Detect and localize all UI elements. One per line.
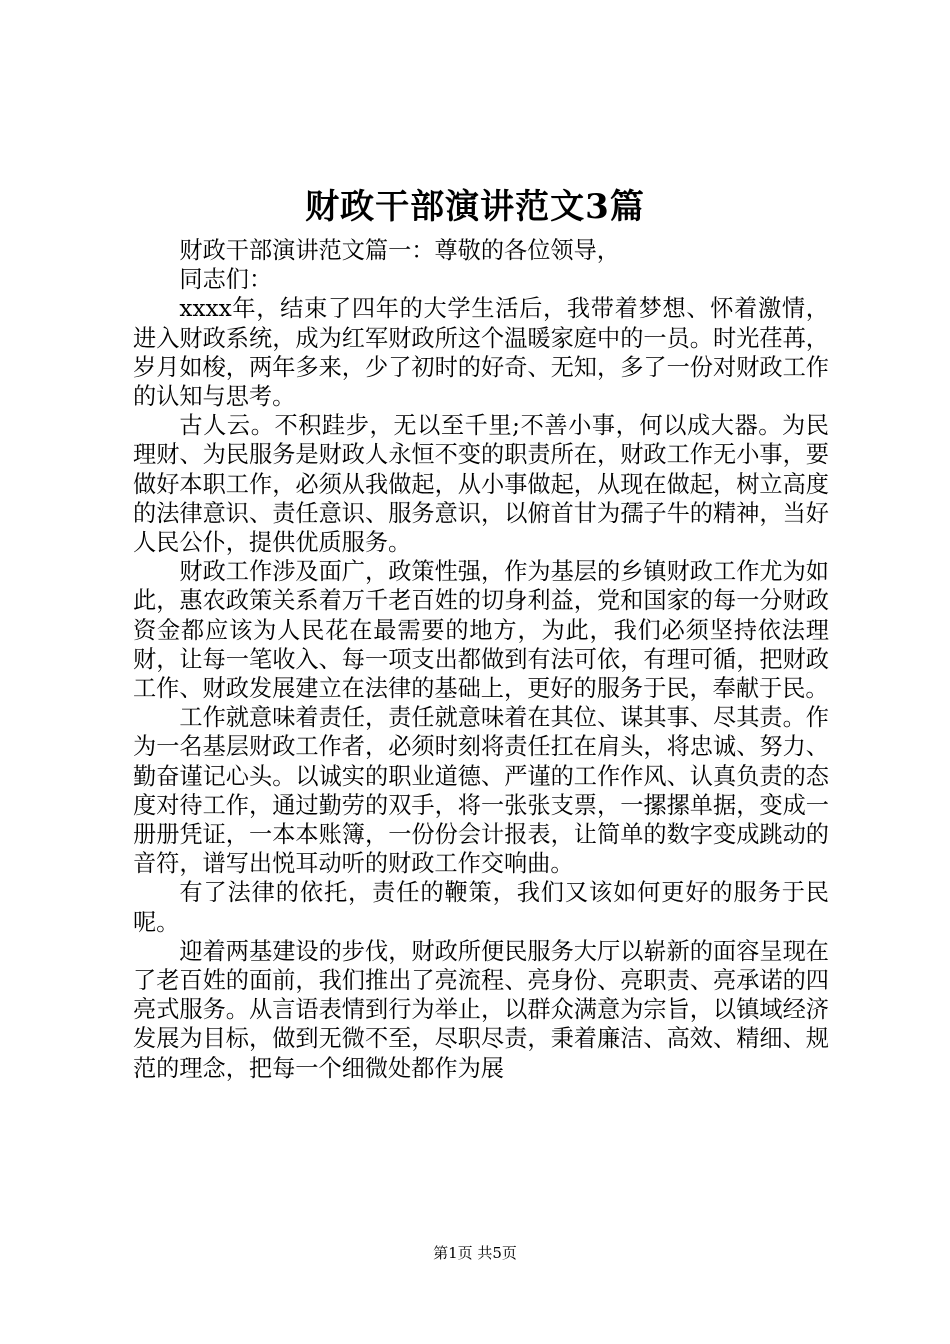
paragraph-responsibility: 工作就意味着责任，责任就意味着在其位、谋其事、尽其责。作为一名基层财政工作者，必须时刻将责任扛在肩头，将忠诚、努力、勤奋谨记心头。以诚实的职业道德、严谨的工作作风、认真负责的态度对待工作，通过勤劳的双手，将一张张支票，一摞摞单据，变成一册册凭证，一本本账簿，一份份会计报表，让简单的数字变成跳动的音符，谱写出悦耳动听的财政工作交响曲。 xyxy=(133,704,829,878)
paragraph-question: 有了法律的依托，责任的鞭策，我们又该如何更好的服务于民呢。 xyxy=(133,879,829,936)
paragraph-rule-of-law: 财政工作涉及面广，政策性强，作为基层的乡镇财政工作尤为如此，惠农政策关系着万千老百姓的切身利益，党和国家的每一分财政资金都应该为人民花在最需要的地方，为此，我们必须坚持依法理财，让每一笔收入、每一项支出都做到有法可依，有理可循，把财政工作、财政发展建立在法律的基础上，更好的服务于民，奉献于民。 xyxy=(133,558,829,703)
document-title: 财政干部演讲范文3篇 xyxy=(305,187,645,227)
paragraph-service-hall: 迎着两基建设的步伐，财政所便民服务大厅以崭新的面容呈现在了老百姓的面前，我们推出了亮流程、亮身份、亮职责、亮承诺的四亮式服务。从言语表情到行为举止，以群众满意为宗旨，以镇域经济发展为目标，做到无微不至，尽职尽责，秉着廉洁、高效、精细、规范的理念，把每一个细微处都作为展 xyxy=(133,937,829,1082)
page-footer: 第1页 共5页 xyxy=(433,1244,517,1262)
paragraph-ancient-saying: 古人云。不积跬步，无以至千里;不善小事，何以成大器。为民理财、为民服务是财政人永恒不变的职责所在，财政工作无小事，要做好本职工作，必须从我做起，从小事做起，从现在做起，树立高度的法律意识、责任意识、服务意识，以俯首甘为孺子牛的精神，当好人民公仆，提供优质服务。 xyxy=(133,412,829,557)
document-body xyxy=(133,236,829,1083)
paragraph-salutation: 同志们： xyxy=(179,266,273,294)
paragraph-greeting: 财政干部演讲范文篇一：尊敬的各位领导， xyxy=(179,237,620,264)
paragraph-intro: xxxx年，结束了四年的大学生活后，我带着梦想、怀着激情，进入财政系统，成为红军财政所这个温暖家庭中的一员。时光荏苒，岁月如梭，两年多来，少了初时的好奇、无知，多了一份对财政工作的认知与思考。 xyxy=(133,295,829,411)
